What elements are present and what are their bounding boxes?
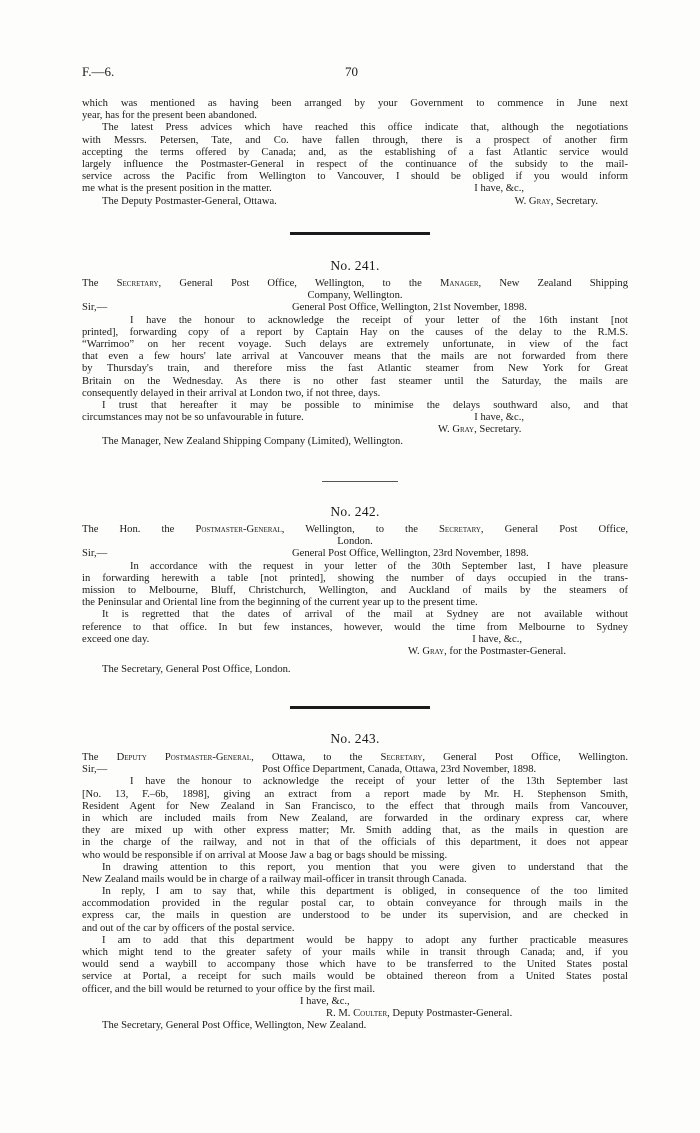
heading-text: Ottawa, to the — [271, 752, 363, 763]
text-line: would send a waybill to accompany those which have to be transferred to the United States postal — [82, 959, 628, 971]
heading-prefix: The — [82, 278, 99, 289]
text-line: largely influence the Postmaster-General in respect of the continuance of the subsidy to the mail- — [82, 158, 628, 170]
heading-text: General Post Office, — [504, 524, 628, 535]
text-line: that even a few hours' late arrival at Vancouver means that the mails are not forwarded from there — [82, 351, 628, 363]
letter-242 — [82, 524, 628, 676]
text-line: and out of the car by officers of the postal service. — [82, 922, 295, 934]
addressee: The Secretary, General Post Office, London. — [102, 664, 291, 676]
letter-heading-line — [82, 524, 628, 536]
heading-text: General Post Office, Wellington, to the — [179, 278, 422, 289]
heading-prefix: The Hon. the — [82, 524, 175, 535]
addressee: The Secretary, General Post Office, Wellington, New Zealand. — [102, 1020, 367, 1032]
letter-heading-line — [82, 278, 628, 290]
text-line: consequently delayed in their arrival at London two, if not three, days. — [82, 387, 381, 399]
signature — [515, 196, 598, 208]
place-date: General Post Office, Wellington, 21st November, 1898. — [292, 302, 527, 314]
letter-number: No. 242. — [330, 504, 380, 519]
text-line: in which are included mails from New Zealand, are forwarded in the ordinary express car, where — [82, 812, 628, 824]
text-line: service across the Pacific from Wellington to Vancouver, I should be obliged if you would inform — [82, 171, 628, 183]
text-line: accommodation provided in the regular postal car, to obtain conveyance for through mails in the — [82, 898, 628, 910]
page-number: 70 — [345, 64, 358, 79]
signature-name: W. Gray, — [408, 645, 447, 657]
addressee: The Manager, New Zealand Shipping Company (Limited), Wellington. — [102, 436, 403, 448]
text-line: reference to that office. In but few instances, however, would the time from Melbourne to Sydney — [82, 621, 628, 633]
letter-continuation — [82, 98, 628, 208]
section-divider — [290, 232, 430, 235]
recipient-title: Manager, — [439, 278, 482, 289]
text-line: I trust that hereafter it may be possible to minimise the delays southward also, and that — [102, 399, 628, 411]
text-line: The latest Press advices which have reached this office indicate that, although the negotiations — [102, 122, 628, 134]
text-line: It is regretted that the dates of arrival of the mail at Sydney are not available without — [102, 609, 628, 621]
text-line: service at Portal, a receipt for such mails would be obtained thereon from a United States postal — [82, 971, 628, 983]
recipient-title: Secretary, — [380, 752, 426, 763]
closing-row — [82, 634, 628, 646]
text-line: I have the honour to acknowledge the receipt of your letter of the 16th instant [not — [130, 314, 628, 326]
text-line: Resident Agent for New Zealand in San Francisco, to the effect that through mails from Vancouver, — [82, 800, 628, 812]
closing-phrase: I have, &c., — [472, 633, 522, 645]
text-line: “Warrimoo” on her recent voyage. Such delays are extremely unfortunate, in view of the fact — [82, 338, 628, 350]
letter-number: No. 243. — [330, 731, 380, 746]
text-line: they are mixed up with other express matter; Mr. Smith adding that, as the mails in question are — [82, 825, 628, 837]
heading-text: Wellington, to the — [305, 524, 418, 535]
letter-number: No. 241. — [330, 258, 380, 273]
text-line: accepting the terms offered by Canada; and, as the establishing of a fast Atlantic service would — [82, 146, 628, 158]
letter-heading-line — [82, 752, 628, 764]
text-line: which might tend to the greater safety of your mails while in transit through Canada; and, if you — [82, 947, 628, 958]
closing-phrase: I have, &c., — [300, 995, 350, 1007]
salutation-row — [82, 302, 628, 314]
place-date: General Post Office, Wellington, 23rd November, 1898. — [292, 548, 529, 560]
text-line: mission to Melbourne, Bluff, Christchurch, Wellington, and Auckland of mails by the steamers of — [82, 584, 628, 596]
place-date: Post Office Department, Canada, Ottawa, 23rd November, 1898. — [262, 764, 537, 776]
section-divider — [290, 706, 430, 709]
text-line: with Messrs. Petersen, Tate, and Co. have fallen through, there is a prospect of another firm — [82, 134, 628, 146]
signature-name: R. M. Coulter, — [326, 1007, 390, 1019]
text-line: Britain on the Wednesday. As there is no other fast steamer until the Saturday, the mails are — [82, 375, 628, 387]
text-line: the Peninsular and Oriental line from the beginning of the current year up to the present time. — [82, 597, 478, 609]
text-line: in the charge of the railway, and not in that of the officials of this department, it does not appear — [82, 837, 628, 849]
signature-name: W. Gray, — [514, 195, 554, 207]
signature — [82, 646, 628, 658]
text-line: which was mentioned as having been arranged by your Government to commence in June next — [82, 98, 628, 109]
text-line: I am to add that this department would be happy to adopt any further practicable measures — [102, 934, 628, 946]
text-line: In reply, I am to say that, while this department is obliged, in consequence of the too limited — [102, 886, 628, 898]
signature — [82, 424, 628, 436]
closing-phrase: I have, &c., — [474, 183, 524, 195]
document-reference: F.—6. — [82, 64, 115, 79]
address-signature-row — [82, 196, 628, 208]
signature-title: Secretary. — [556, 195, 598, 207]
letter-heading-line: London. — [337, 536, 373, 548]
recipient-title: Secretary, — [439, 524, 484, 535]
sender-title: Deputy Postmaster-General, — [116, 752, 254, 763]
text-line: circumstances may not be so unfavourable in future. — [82, 412, 304, 424]
salutation: Sir,— — [82, 302, 108, 314]
text-line: In drawing attention to this report, you mention that you were given to understand that the — [102, 861, 628, 873]
text-line: by Thursday's train, and therefore miss the fast Atlantic steamer from New York for Great — [82, 363, 628, 375]
salutation-row — [82, 764, 628, 776]
salutation-row — [82, 548, 628, 560]
signature-name: W. Gray, — [438, 424, 477, 436]
text-line: New Zealand mails would be in charge of a railway mail-officer in transit through Canada. — [82, 873, 467, 885]
sender-title: Postmaster-General, — [195, 524, 285, 535]
text-line: in forwarding herewith a table [not printed], showing the number of days occupied in the trans- — [82, 572, 628, 584]
heading-prefix: The — [82, 752, 99, 763]
text-line: me what is the present position in the matter. — [82, 183, 272, 195]
signature-title: Deputy Postmaster-General. — [392, 1007, 513, 1019]
closing-row — [82, 183, 628, 195]
text-line: who would be responsible if on arrival at Moose Jaw a bag or bags should be missing. — [82, 849, 448, 861]
closing-phrase: I have, &c., — [474, 412, 524, 424]
letter-243 — [82, 752, 628, 1032]
text-line: [No. 13, F.–6b, 1898], giving an extract from a report made by Mr. H. Stephenson Smith, — [82, 788, 628, 800]
heading-text: General Post Office, Wellington. — [443, 752, 628, 763]
closing-row — [82, 412, 628, 424]
heading-text: New Zealand Shipping — [499, 278, 628, 289]
letter-heading-line: Company, Wellington. — [307, 290, 403, 302]
text-line: year, has for the present been abandoned. — [82, 110, 257, 122]
text-line: printed], forwarding copy of a report by Captain Hay on the causes of the delay to the R.M.S. — [82, 326, 628, 338]
text-line: exceed one day. — [82, 633, 150, 645]
text-line: I have the honour to acknowledge the receipt of your letter of the 13th September last — [130, 776, 628, 788]
section-divider — [322, 481, 398, 482]
addressee: The Deputy Postmaster-General, Ottawa. — [102, 195, 277, 207]
text-line: officer, and the bill would be returned to your office by the first mail. — [82, 983, 376, 995]
text-line: express car, the mails in question are understood to be under its supervision, and are checked in — [82, 910, 628, 922]
sender-title: Secretary, — [116, 278, 162, 289]
signature — [82, 1008, 628, 1020]
salutation: Sir,— — [82, 764, 108, 776]
signature-title: Secretary. — [479, 424, 522, 436]
signature-title: for the Postmaster-General. — [449, 645, 566, 657]
salutation: Sir,— — [82, 548, 108, 560]
text-line: In accordance with the request in your letter of the 30th September last, I have pleasure — [130, 560, 628, 572]
letter-241 — [82, 278, 628, 449]
